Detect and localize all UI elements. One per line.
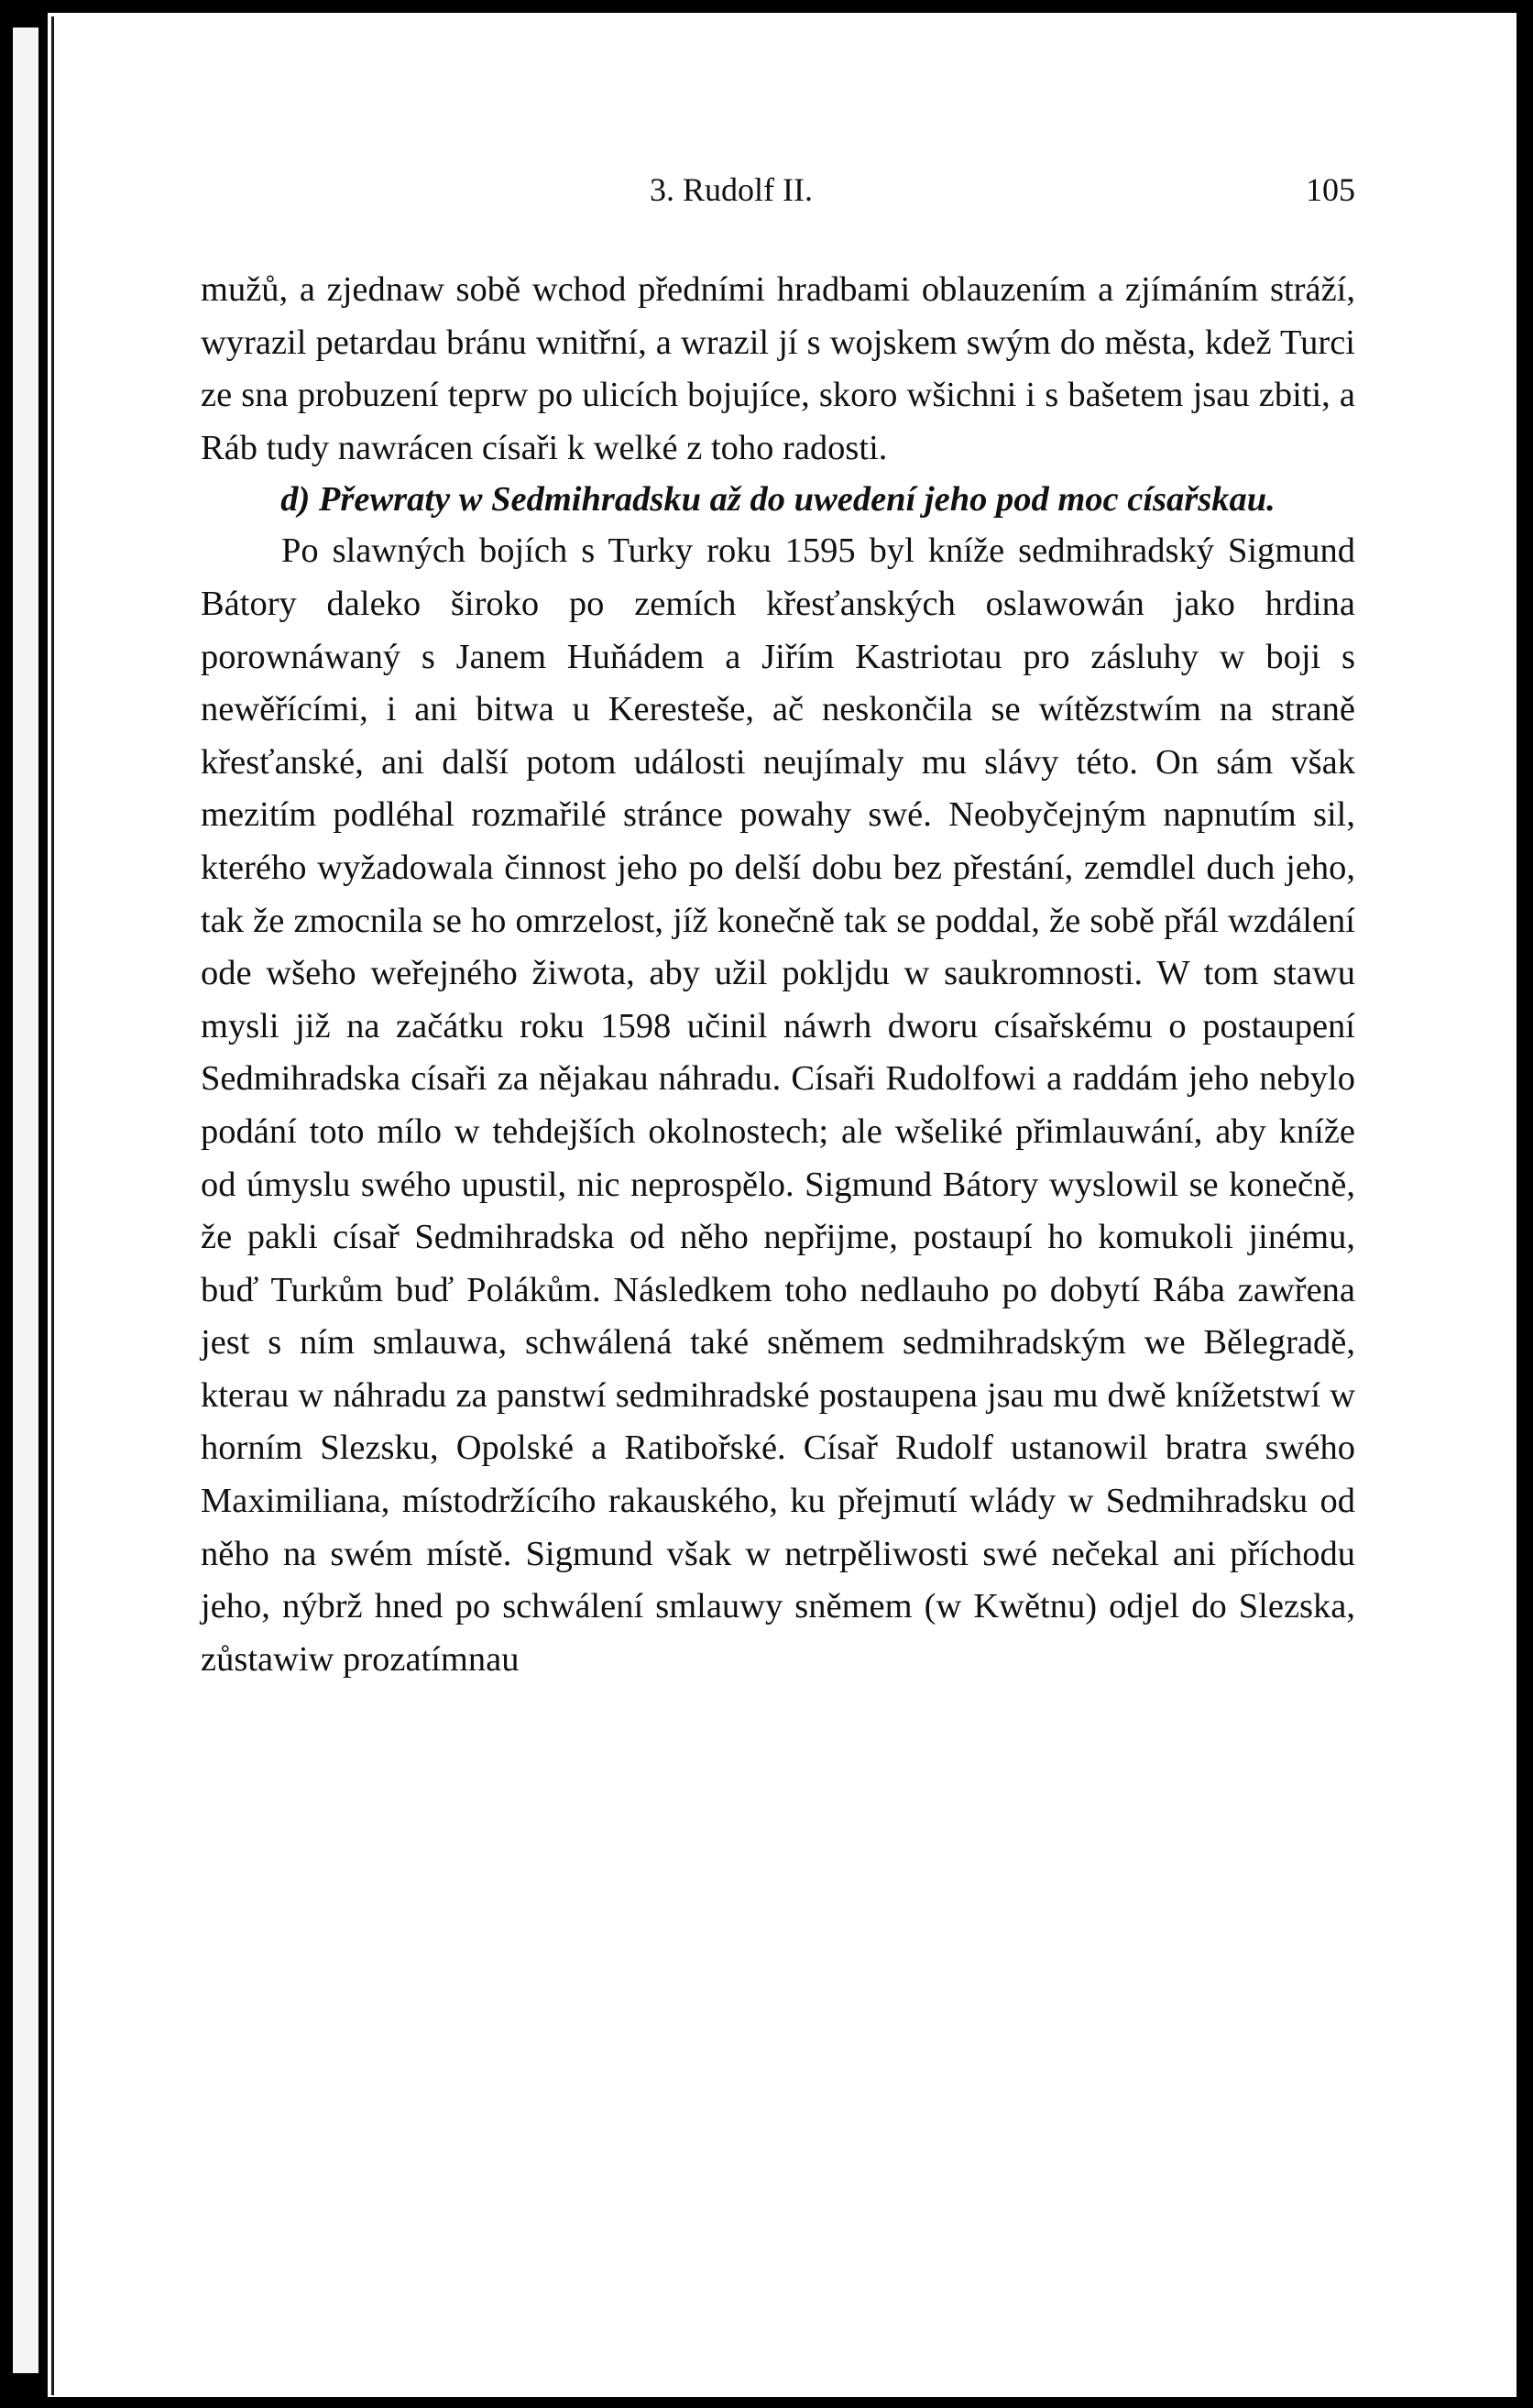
paragraph-main: Po slawných bojích s Turky roku 1595 byl kníže sedmihradský Sigmund Bátory daleko široko po zemích křesťanských oslawowán jako hrdina porownáwaný s Janem Huňádem a Jiřím Kastriotau pro zásluhy w boji s newěřícími, i ani bitwa u Keresteše, ač neskončila se wítězstwím na straně křesťanské, ani další potom události neujímaly mu slávy této. On sám však mezitím podléhal rozmařilé stránce powahy swé. Neobyčejným napnutím sil, kterého wyžadowala činnost jeho po delší dobu bez přestání, zemdlel duch jeho, tak že zmocnila se ho omrzelost, jíž konečně tak se poddal, že sobě přál wzdálení ode wšeho weřejného žiwota, aby užil pokljdu w saukromnosti. W tom stawu mysli již na začátku roku 1598 učinil náwrh dworu císařskému o postaupení Sedmihradska císaři za nějakau náhradu. Císaři Rudolfowi a raddám jeho nebylo podání toto mílo w tehdejších okolnostech; ale wšeliké přimlauwání, aby kníže od úmyslu swého upustil, nic neprospělo. Sigmund Bátory wyslowil se konečně, že pakli císař Sedmihradska od něho nepřijme, postaupí ho komukoli jinému, buď Turkům buď Polákům. Následkem toho nedlauho po dobytí Rába zawřena jest s ním smlauwa, schwálená také sněmem sedmihradským we Bělegradě, kterau w náhradu za panstwí sedmihradské postaupena jsau mu dwě knížetstwí w horním Slezsku, Opolské a Ratibořské. Císař Rudolf ustanowil bratra swého Maximiliana, místodržícího rakauského, ku přejmutí wlády w Sedmihradsku od něho na swém místě. Sigmund však w netrpěliwosti swé nečekal ani příchodu jeho, nýbrž hned po schwálení smlauwy sněmem (w Kwětnu) odjel do Slezska, zůstawiw prozatímnau [201, 531, 1355, 1679]
book-page [51, 16, 1517, 2395]
scan-border-top [0, 0, 1533, 13]
page-number: 105 [1306, 171, 1355, 208]
adjacent-page-edge [13, 27, 38, 2373]
body-text [201, 264, 1355, 1686]
scan-border-right [1517, 0, 1533, 2408]
scan-border-left [0, 0, 48, 2408]
paragraph-continued: mužů, a zjednaw sobě wchod předními hradbami oblauzením a zjímáním stráží, wyrazil petardau bránu wnitřní, a wrazil jí s wojskem swým do města, kdež Turci ze sna probuzení teprw po ulicích bojujíce, skoro wšichni i s bašetem jsau zbiti, a Ráb tudy nawrácen císaři k welké z toho radosti. [201, 270, 1355, 467]
running-head-title: 3. Rudolf II. [650, 171, 813, 208]
section-heading: d) Přewraty w Sedmihradsku až do uwedení jeho pod moc císařskau. [280, 480, 1276, 520]
scan-border-bottom [0, 2397, 1533, 2408]
